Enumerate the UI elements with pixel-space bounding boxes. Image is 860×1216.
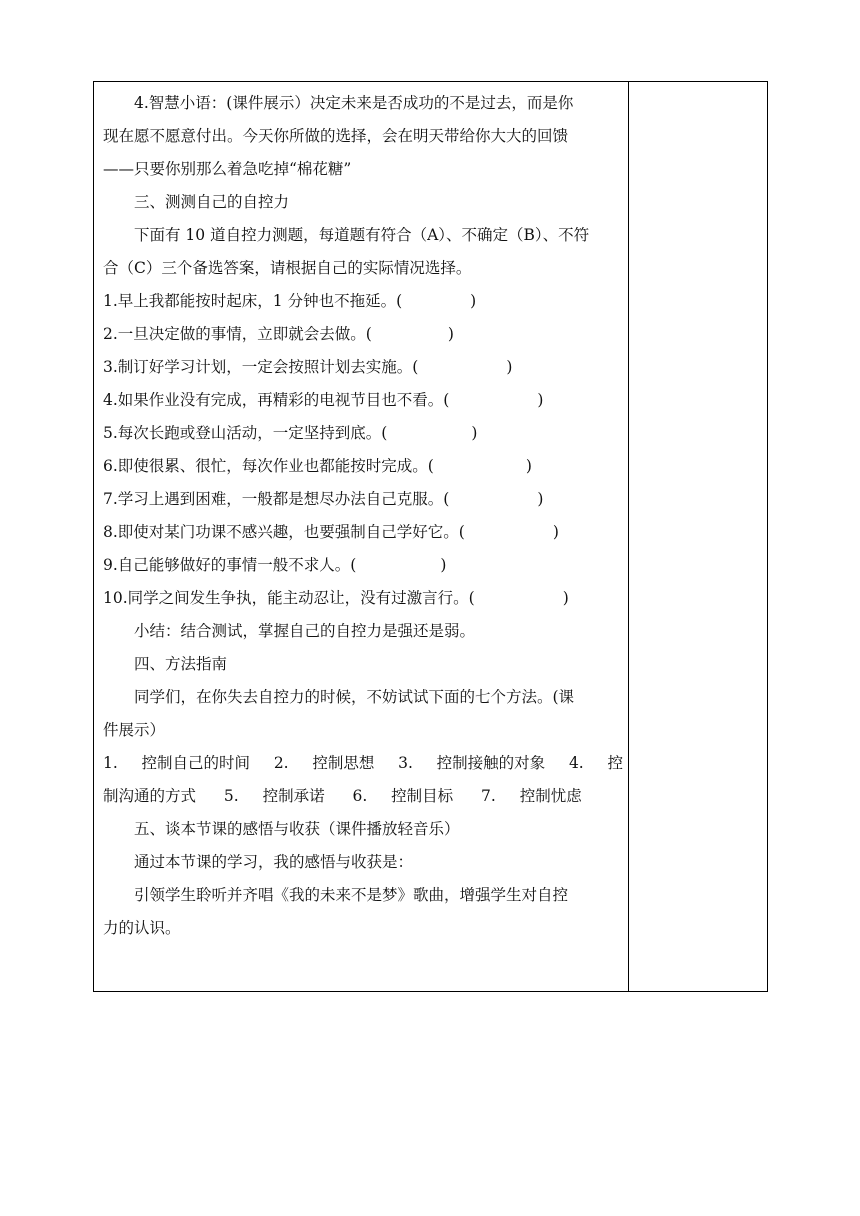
method-label: 控 (607, 754, 623, 772)
method-label: 控制目标 (391, 787, 454, 805)
method-label: 控制自己的时间 (141, 754, 251, 772)
question-10 (103, 583, 623, 616)
question-text: 8.即使对某门功课不感兴趣，也要强制自己学好它。( (103, 523, 465, 541)
question-text: 6.即使很累、很忙，每次作业也都能按时完成。( (103, 457, 434, 475)
method-number: 5. (223, 787, 239, 805)
test-summary: 小结：结合测试，掌握自己的自控力是强还是弱。 (134, 622, 476, 640)
answer-close: ) (471, 424, 478, 442)
section3-intro-2: 合（C）三个备选答案，请根据自己的实际情况选择。 (103, 259, 472, 277)
question-2 (103, 319, 623, 352)
answer-close: ) (440, 556, 447, 574)
method-number: 3. (398, 754, 413, 772)
question-7 (103, 484, 623, 517)
method-label: 控制承诺 (262, 787, 325, 805)
answer-close: ) (552, 523, 559, 541)
question-8 (103, 517, 623, 550)
question-text: 5.每次长跑或登山活动，一定坚持到底。( (103, 424, 388, 442)
question-text: 10.同学之间发生争执，能主动忍让，没有过激言行。( (103, 589, 475, 607)
method-label: 控制忧虑 (519, 787, 582, 805)
method-label: 制沟通的方式 (103, 787, 197, 805)
closing-line-2: 力的认识。 (103, 919, 181, 937)
method-label: 控制思想 (312, 754, 375, 772)
lesson-content (103, 88, 623, 946)
method-number: 7. (481, 787, 496, 805)
answer-close: ) (537, 490, 544, 508)
question-9 (103, 550, 623, 583)
question-text: 4.如果作业没有完成，再精彩的电视节目也不看。( (103, 391, 450, 409)
section4-intro-2: 件展示） (103, 721, 166, 739)
question-1 (103, 286, 623, 319)
section3-intro-1: 下面有 10 道自控力测题，每道题有符合（A）、不确定（B）、不符 (134, 226, 590, 244)
question-4 (103, 385, 623, 418)
section4-heading: 四、方法指南 (134, 655, 228, 673)
question-text: 1.早上我都能按时起床，1 分钟也不拖延。( (103, 292, 403, 310)
question-5 (103, 418, 623, 451)
closing-line-1: 引领学生聆听并齐唱《我的未来不是梦》歌曲，增强学生对自控 (134, 886, 569, 904)
method-number: 1. (103, 754, 118, 772)
question-text: 7.学习上遇到困难，一般都是想尽办法自己克服。( (103, 490, 450, 508)
method-label: 控制接触的对象 (436, 754, 546, 772)
answer-close: ) (525, 457, 532, 475)
question-text: 2.一旦决定做的事情，立即就会去做。( (103, 325, 372, 343)
answer-close: ) (562, 589, 569, 607)
question-text: 3.制订好学习计划，一定会按照计划去实施。( (103, 358, 419, 376)
question-6 (103, 451, 623, 484)
section5-prompt: 通过本节课的学习，我的感悟与收获是： (134, 853, 414, 871)
methods-row-2 (103, 781, 623, 814)
column-divider (628, 81, 629, 992)
method-number: 6. (352, 787, 368, 805)
wisdom-line-1: 4.智慧小语：(课件展示）决定未来是否成功的不是过去，而是你 (134, 94, 574, 112)
wisdom-line-3: ——只要你别那么着急吃掉“棉花糖” (103, 160, 352, 178)
method-number: 2. (273, 754, 289, 772)
answer-close: ) (470, 292, 477, 310)
answer-close: ) (447, 325, 454, 343)
method-number: 4. (568, 754, 584, 772)
methods-row-1 (103, 748, 623, 781)
question-text: 9.自己能够做好的事情一般不求人。( (103, 556, 357, 574)
section5-heading: 五、谈本节课的感悟与收获（课件播放轻音乐） (134, 820, 460, 838)
question-3 (103, 352, 623, 385)
answer-close: ) (506, 358, 513, 376)
section4-intro-1: 同学们，在你失去自控力的时候，不妨试试下面的七个方法。(课 (134, 688, 575, 706)
answer-close: ) (537, 391, 544, 409)
section3-heading: 三、测测自己的自控力 (134, 193, 290, 211)
wisdom-line-2: 现在愿不愿意付出。今天你所做的选择，会在明天带给你大大的回馈 (103, 127, 569, 145)
